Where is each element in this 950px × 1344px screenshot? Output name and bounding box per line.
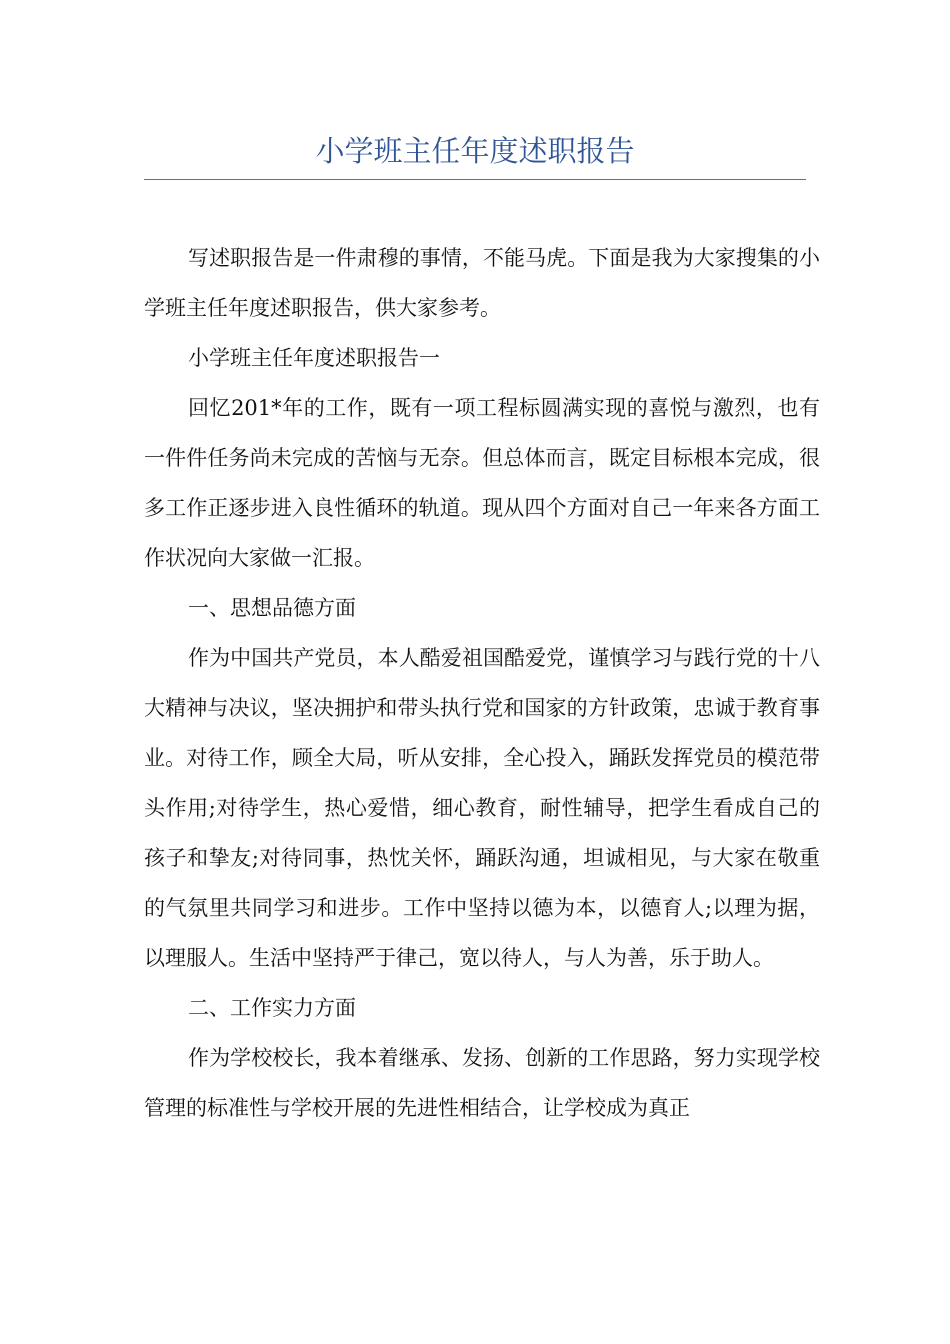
section-heading-ability: 二、工作实力方面 — [188, 996, 356, 1020]
morality-paragraph: 作为中国共产党员，本人酷爱祖国酷爱党，谨慎学习与践行党的十八大精神与决议，坚决拥护和带头执行党和国家的方针政策，忠诚于教育事业。对待工作，顾全大局，听从安排，全心投入，踊跃发挥党员的模范带头作用;对待学生，热心爱惜，细心教育，耐性辅导，把学生看成自己的孩子和挚友;对待同事，热忱关怀，踊跃沟通，坦诚相见，与大家在敬重的气氛里共同学习和进步。工作中坚持以德为本，以德育人;以理为据，以理服人。生活中坚持严于律己，宽以待人，与人为善，乐于助人。 — [144, 646, 820, 970]
document-body — [144, 233, 820, 1133]
document-title: 小学班主任年度述职报告 — [315, 134, 635, 168]
review-paragraph: 回忆201*年的工作，既有一项工程标圆满实现的喜悦与激烈，也有一件件任务尚未完成的苦恼与无奈。但总体而言，既定目标根本完成，很多工作正逐步进入良性循环的轨道。现从四个方面对自己一年来各方面工作状况向大家做一汇报。 — [144, 396, 820, 570]
section-heading-morality: 一、思想品德方面 — [188, 596, 356, 620]
intro-paragraph: 写述职报告是一件肃穆的事情，不能马虎。下面是我为大家搜集的小学班主任年度述职报告，供大家参考。 — [144, 246, 820, 320]
title-underline — [144, 179, 806, 180]
ability-paragraph: 作为学校校长，我本着继承、发扬、创新的工作思路，努力实现学校管理的标准性与学校开展的先进性相结合，让学校成为真正 — [144, 1046, 820, 1120]
report-subtitle: 小学班主任年度述职报告一 — [188, 346, 440, 370]
